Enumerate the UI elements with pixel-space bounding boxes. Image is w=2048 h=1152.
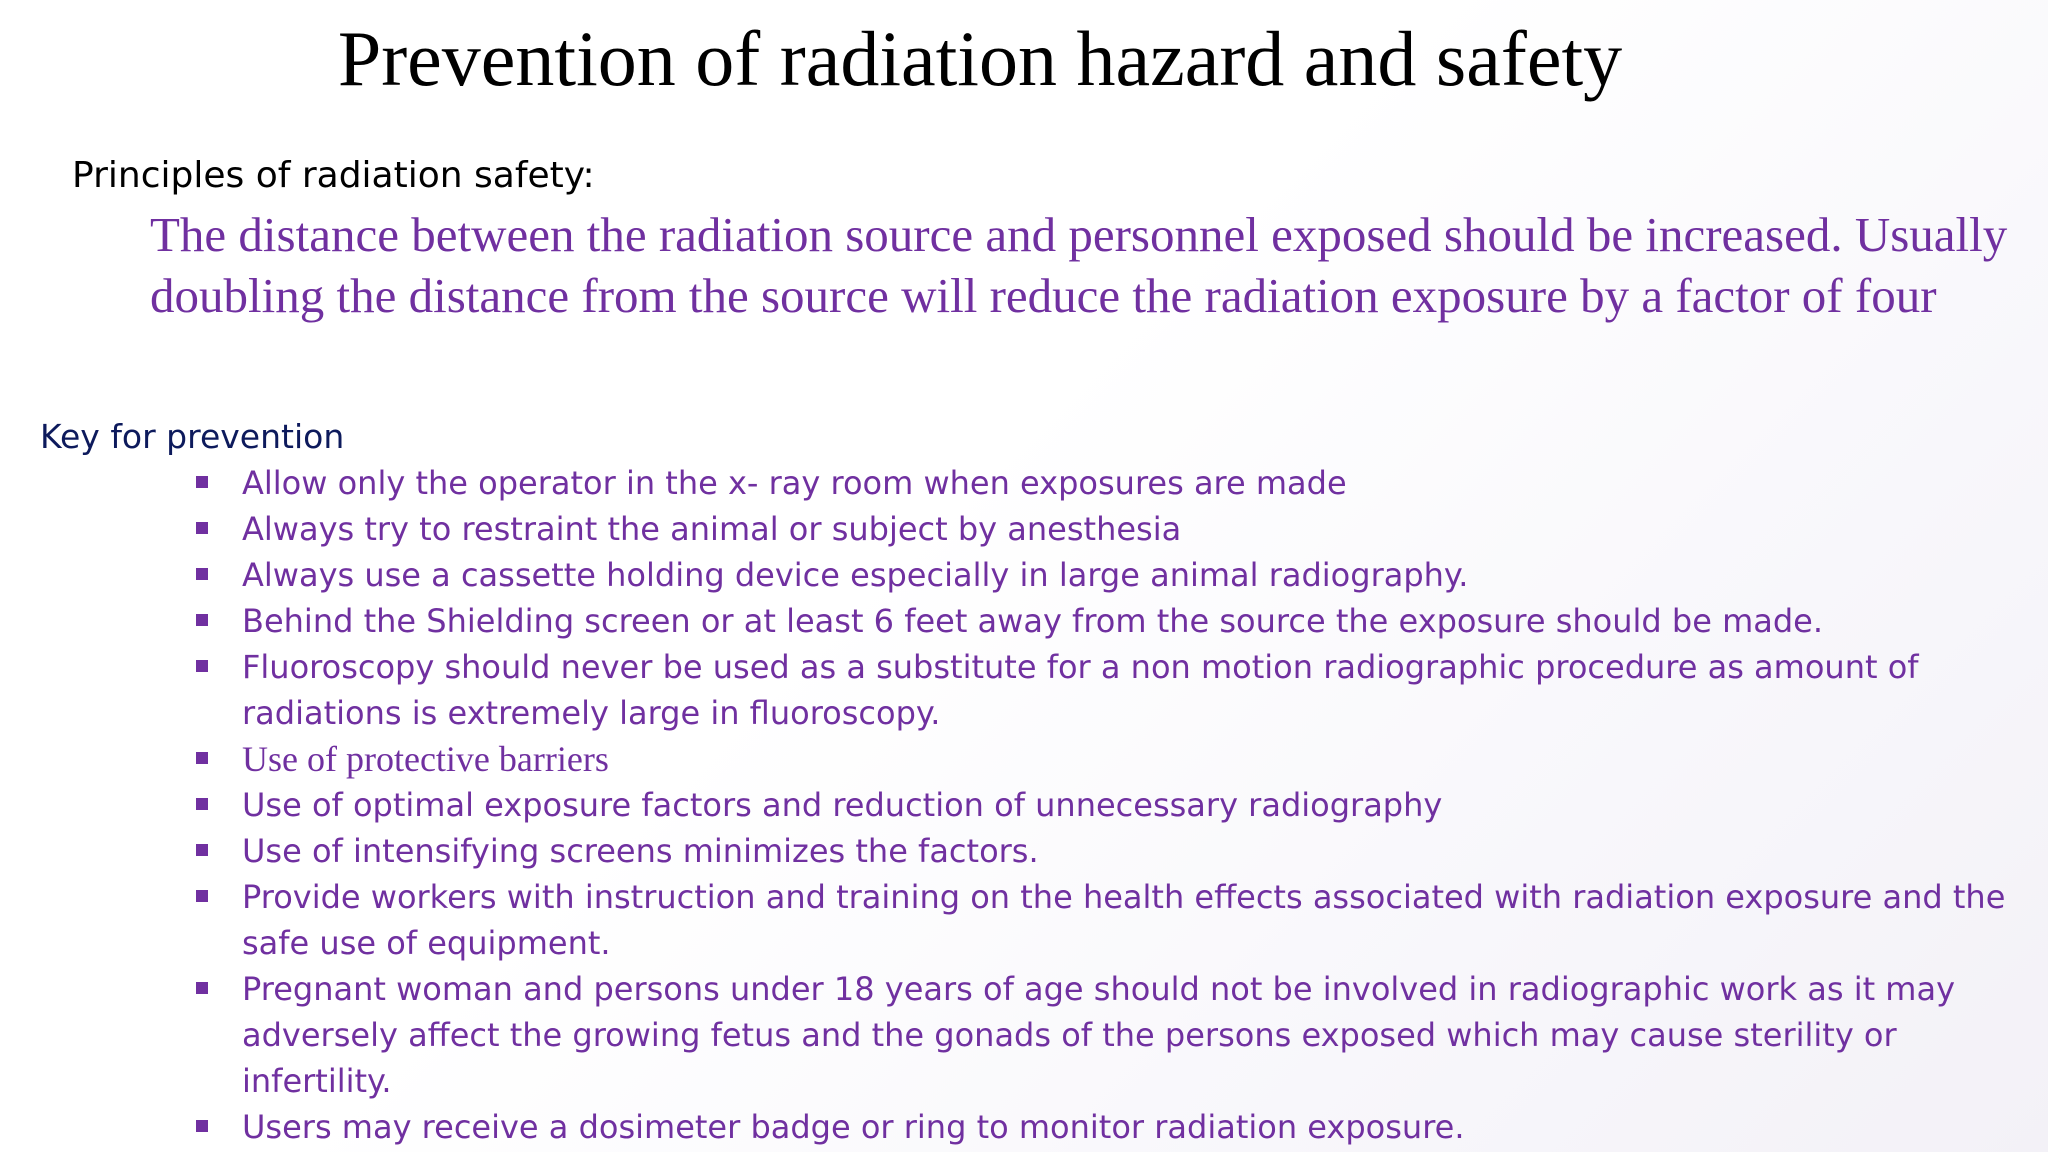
- slide-title: Prevention of radiation hazard and safety: [337, 15, 1623, 102]
- key-heading: Key for prevention: [40, 417, 345, 456]
- list-item: [190, 460, 2020, 506]
- list-item: [190, 644, 2020, 736]
- principles-heading: Principles of radiation safety:: [72, 155, 595, 196]
- list-item: [190, 1104, 2020, 1150]
- list-item: [190, 736, 2020, 782]
- list-item-text: Use of protective barriers: [242, 739, 609, 779]
- list-item-text: Use of intensifying screens minimizes the factors.: [242, 832, 1039, 870]
- list-item: [190, 598, 2020, 644]
- principle-text: The distance between the radiation source and personnel exposed should be increased. Usually doubling the distance from the source will reduce the radiation exposure by a factor of four: [150, 207, 2008, 323]
- list-item: [190, 506, 2020, 552]
- list-item: [190, 874, 2020, 966]
- key-list: [190, 460, 2020, 1150]
- list-item-text: Always try to restraint the animal or subject by anesthesia: [242, 510, 1182, 548]
- square-bullet-icon: [196, 890, 208, 902]
- square-bullet-icon: [196, 1120, 208, 1132]
- list-item: [190, 552, 2020, 598]
- list-item: [190, 966, 2020, 1104]
- list-item-text: Use of optimal exposure factors and reduction of unnecessary radiography: [242, 786, 1443, 824]
- square-bullet-icon: [196, 982, 208, 994]
- list-item-text: Allow only the operator in the x- ray room when exposures are made: [242, 464, 1347, 502]
- list-item-text: Behind the Shielding screen or at least 6 feet away from the source the exposure should be made.: [242, 602, 1824, 640]
- square-bullet-icon: [196, 522, 208, 534]
- list-item: [190, 782, 2020, 828]
- square-bullet-icon: [196, 476, 208, 488]
- square-bullet-icon: [196, 568, 208, 580]
- list-item-text: Fluoroscopy should never be used as a substitute for a non motion radiographic procedure as amount of radiations is extremely large in fluoroscopy.: [242, 648, 1919, 732]
- square-bullet-icon: [196, 798, 208, 810]
- list-item-text: Provide workers with instruction and training on the health effects associated with radiation exposure and the safe use of equipment.: [242, 878, 2006, 962]
- square-bullet-icon: [196, 752, 208, 764]
- list-item-text: Pregnant woman and persons under 18 years of age should not be involved in radiographic work as it may adversely affect the growing fetus and the gonads of the persons exposed which may cause sterility or infertility.: [242, 970, 1956, 1100]
- list-item: [190, 828, 2020, 874]
- list-item-text: Users may receive a dosimeter badge or ring to monitor radiation exposure.: [242, 1108, 1465, 1146]
- square-bullet-icon: [196, 660, 208, 672]
- list-item-text: Always use a cassette holding device especially in large animal radiography.: [242, 556, 1469, 594]
- square-bullet-icon: [196, 844, 208, 856]
- square-bullet-icon: [196, 614, 208, 626]
